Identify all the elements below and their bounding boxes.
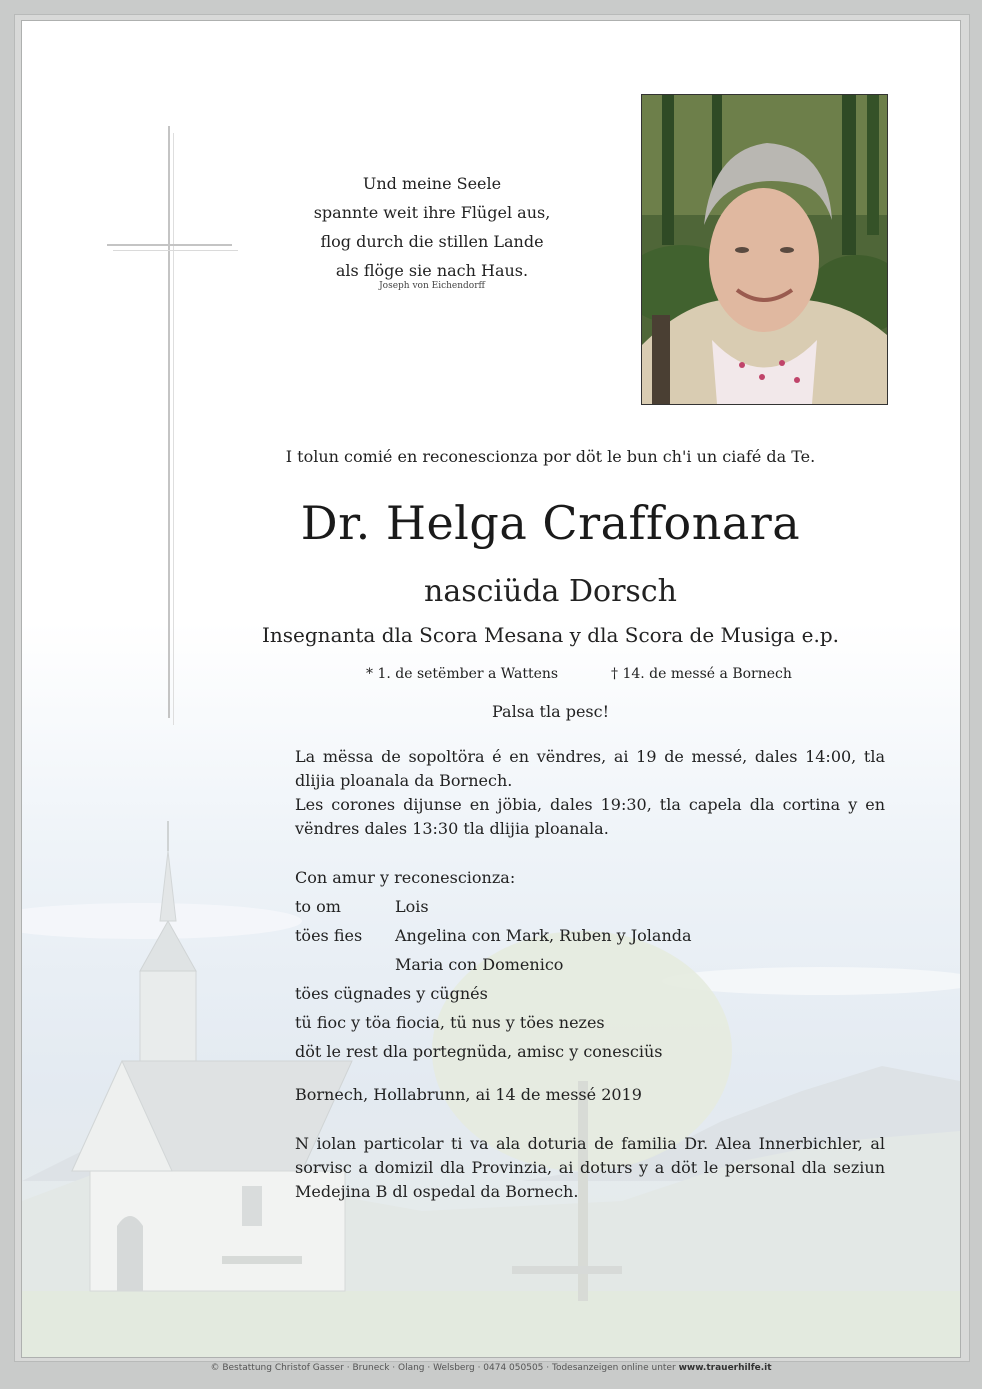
birth-date: * 1. de setëmber a Wattens	[366, 666, 559, 682]
mourner-row	[295, 1037, 885, 1066]
mourners-list	[295, 863, 885, 1066]
deceased-name: Dr. Helga Craffonara	[300, 496, 801, 550]
quote-line: Und meine Seele	[362, 174, 502, 193]
profession: Insegnanta dla Scora Mesana y dla Scora de Musiga e.p.	[262, 623, 839, 647]
farewell-line: Palsa tla pesc!	[491, 702, 610, 721]
obituary-card	[21, 20, 961, 1358]
quote-line: spannte weit ihre Flügel aus,	[313, 203, 551, 222]
footer-text: © Bestattung Christof Gasser · Bruneck · Olang · Welsberg · 0474 050505 · Todesanzeigen online unter	[210, 1363, 679, 1373]
place-date: Bornech, Hollabrunn, ai 14 de messé 2019	[295, 1085, 642, 1104]
funeral-info	[295, 745, 885, 841]
footer	[0, 1360, 982, 1389]
mourner-names: Maria con Domenico	[395, 955, 564, 974]
relation: tü fioc y töa fiocia, tü nus y töes nezes	[295, 1013, 605, 1032]
relation: töes fies	[295, 926, 363, 945]
relation: to om	[295, 897, 341, 916]
special-thanks: N iolan particolar ti va ala doturia de familia Dr. Alea Innerbichler, al sorvisc a domizil dla Provinzia, ai doturs y a döt le personal dla seziun Medejina B dl ospedal da Bornech.	[295, 1134, 885, 1201]
quote-line: als flöge sie nach Haus.	[335, 261, 529, 280]
portrait-image	[642, 95, 887, 404]
gratitude-line: I tolun comié en reconescionza por döt le bun ch'i un ciafé da Te.	[285, 447, 816, 466]
mourner-row	[295, 979, 885, 1008]
relation: töes cügnades y cügnés	[295, 984, 488, 1003]
quote-author: Joseph von Eichendorff	[379, 281, 485, 291]
cross-horizontal-shadow	[113, 250, 238, 251]
life-dates	[366, 666, 792, 682]
death-date: † 14. de messé a Bornech	[611, 666, 792, 682]
mourner-row	[295, 892, 885, 921]
poem-quote	[302, 169, 562, 285]
mourners-heading: Con amur y reconescionza:	[295, 868, 516, 887]
mourners-heading-row	[295, 863, 885, 892]
relation: döt le rest dla portegnüda, amisc y conesciüs	[295, 1042, 663, 1061]
birth-name: nasciüda Dorsch	[424, 574, 677, 609]
mourner-row	[295, 950, 885, 979]
footer-url[interactable]: www.trauerhilfe.it	[678, 1363, 772, 1373]
portrait-photo	[641, 94, 888, 405]
mourner-names: Angelina con Mark, Ruben y Jolanda	[395, 926, 692, 945]
funeral-mass-text: La mëssa de sopoltöra é en vëndres, ai 19 de messé, dales 14:00, tla dlijia ploanala da Bornech.	[295, 747, 885, 790]
mourner-row	[295, 921, 885, 950]
mourner-names: Lois	[395, 897, 429, 916]
quote-line: flog durch die stillen Lande	[320, 232, 544, 251]
rosary-text: Les corones dijunse en jöbia, dales 19:30, tla capela dla cortina y en vëndres dales 13:30 tla dlijia ploanala.	[295, 795, 885, 838]
cross-horizontal	[107, 244, 232, 246]
mourner-row	[295, 1008, 885, 1037]
